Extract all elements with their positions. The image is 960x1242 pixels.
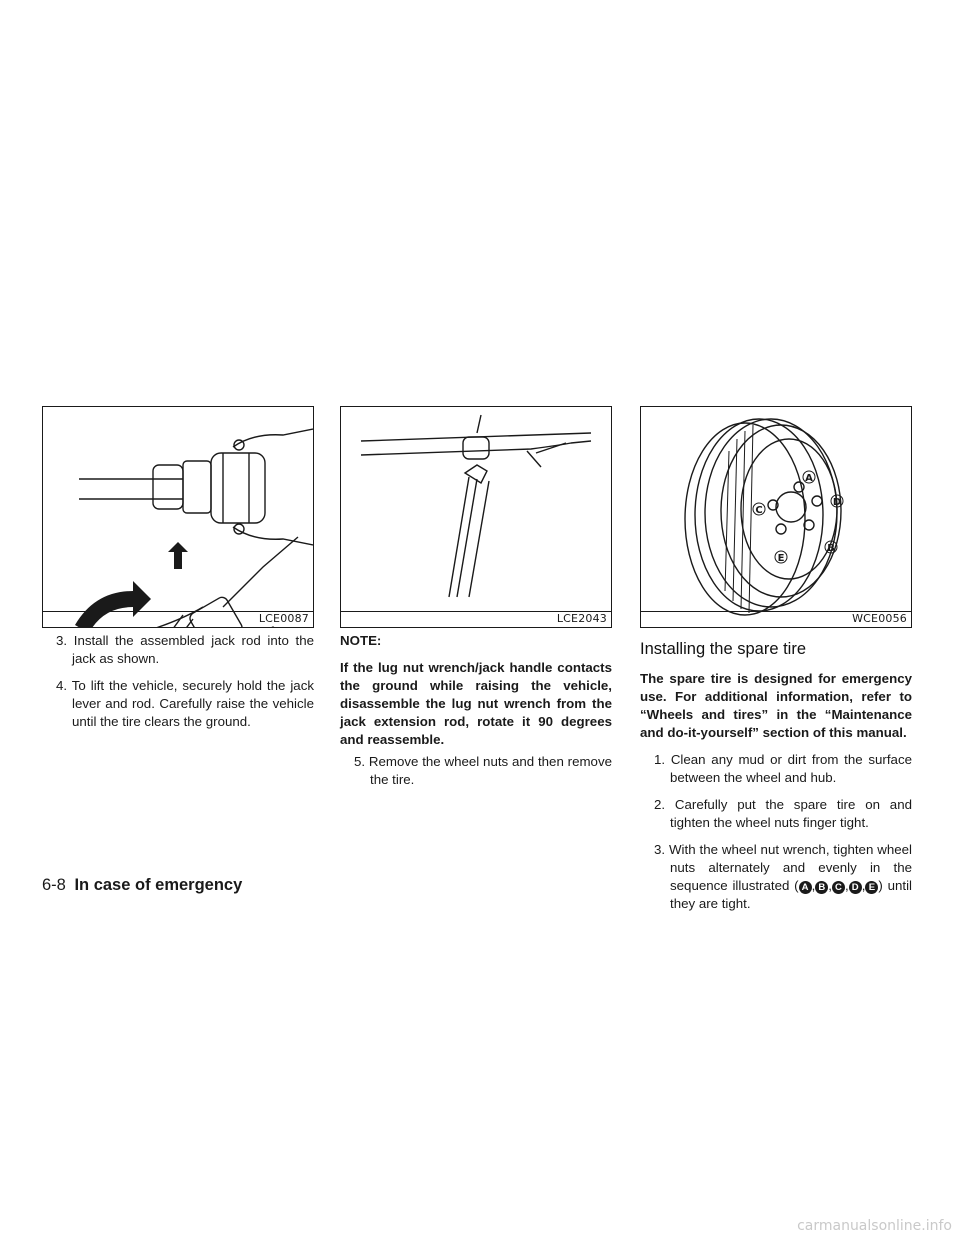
column-right bbox=[640, 628, 912, 922]
figure-code: LCE2043 bbox=[556, 612, 607, 625]
step-3-sequence bbox=[640, 841, 912, 913]
step-2-text: 2. Carefully put the spare tire on and tighten the wheel nuts finger tight. bbox=[654, 797, 912, 830]
step-3-post: ) until they are tight. bbox=[670, 878, 912, 911]
step-3-pre: 3. With the wheel nut wrench, tighten wheel nuts alternately and evenly in the sequence illustrated ( bbox=[654, 842, 912, 893]
separator: , bbox=[861, 878, 866, 893]
separator: , bbox=[844, 878, 849, 893]
intro-text: The spare tire is designed for emergency use. For additional information, refer to “Wheels and tires” in the “Maintenance and do-it-yourself” section of this manual. bbox=[640, 671, 912, 740]
spare-tire-illustration bbox=[641, 407, 912, 628]
nut-label: C bbox=[755, 505, 763, 516]
sequence-badge: B bbox=[815, 881, 828, 894]
step-3-text: 3. Install the assembled jack rod into the jack as shown. bbox=[56, 633, 314, 666]
nut-label: B bbox=[827, 543, 835, 554]
note-body: If the lug nut wrench/jack handle contacts the ground while raising the vehicle, disassemble the lug nut wrench from the jack extension rod, rotate it 90 degrees and reassemble. bbox=[340, 660, 612, 747]
section-title: In case of emergency bbox=[74, 876, 243, 894]
sequence-badge: A bbox=[799, 881, 812, 894]
figure-code: WCE0056 bbox=[852, 612, 907, 625]
nut-label: A bbox=[805, 473, 813, 484]
lug-wrench-illustration bbox=[341, 407, 612, 628]
figure-code: LCE0087 bbox=[258, 612, 309, 625]
sequence-badge: E bbox=[865, 881, 878, 894]
sequence-badge: C bbox=[832, 881, 845, 894]
watermark: carmanualsonline.info bbox=[797, 1218, 952, 1234]
step-5-text: 5. Remove the wheel nuts and then remove the tire. bbox=[354, 754, 612, 787]
column-left bbox=[42, 632, 314, 740]
column-middle bbox=[340, 632, 612, 798]
step-1-text: 1. Clean any mud or dirt from the surface between the wheel and hub. bbox=[654, 752, 912, 785]
page-footer bbox=[42, 876, 242, 895]
jack-rod-illustration bbox=[43, 407, 314, 628]
nut-label: E bbox=[777, 553, 785, 564]
figure-wheel-nut-sequence bbox=[640, 406, 912, 628]
nut-label: D bbox=[832, 497, 842, 508]
note-title: NOTE: bbox=[340, 633, 382, 648]
figure-jack-rod-install bbox=[42, 406, 314, 628]
separator: , bbox=[828, 878, 832, 893]
page-number: 6-8 bbox=[42, 876, 66, 894]
sequence-badge: D bbox=[849, 881, 862, 894]
separator: , bbox=[811, 878, 816, 893]
figure-lug-wrench bbox=[340, 406, 612, 628]
step-4-text: 4. To lift the vehicle, securely hold the jack lever and rod. Carefully raise the vehicle until the tire clears the ground. bbox=[56, 678, 314, 729]
section-heading: Installing the spare tire bbox=[640, 640, 807, 658]
